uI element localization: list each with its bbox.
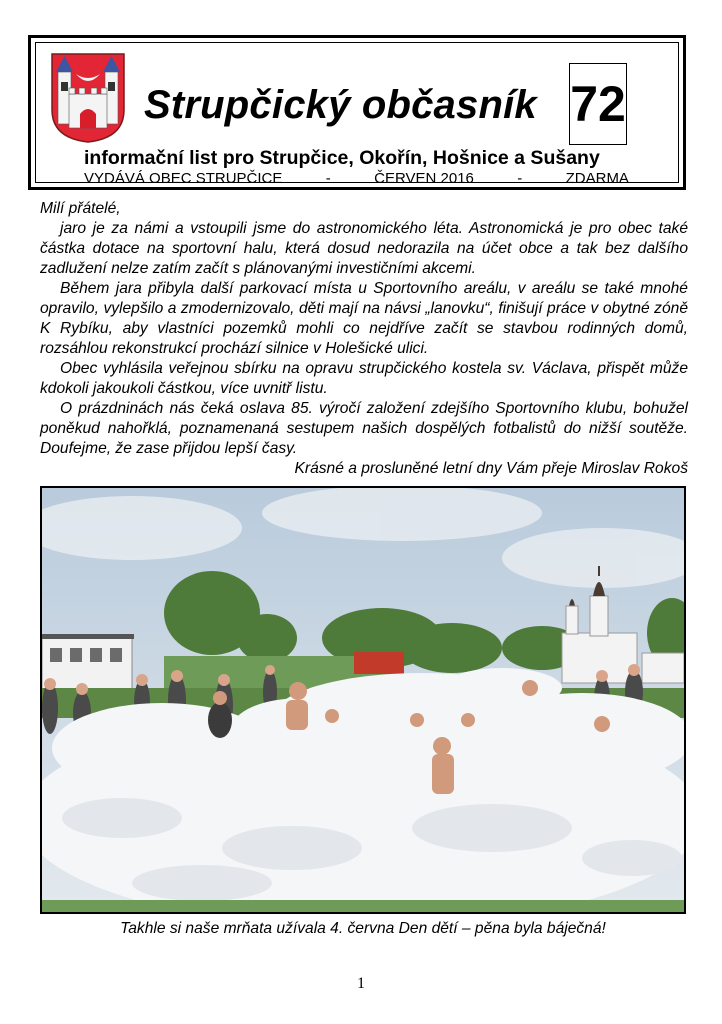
masthead-inner-frame bbox=[35, 42, 679, 187]
letter-paragraph: Obec vyhlásila veřejnou sbírku na opravu strupčického kostela sv. Václava, přispět může kdokoli jakoukoli částkou, více uvnitř listu. bbox=[40, 360, 688, 397]
newsletter-title: Strupčický občasník bbox=[144, 83, 537, 127]
price-note: ZDARMA bbox=[565, 170, 629, 187]
coat-of-arms-icon bbox=[50, 52, 126, 144]
issue-number: 72 bbox=[569, 63, 627, 145]
separator: - bbox=[325, 170, 331, 187]
newsletter-subtitle: informační list pro Strupčice, Okořín, Hošnice a Sušany bbox=[84, 147, 600, 169]
page-number: 1 bbox=[357, 975, 365, 992]
separator: - bbox=[517, 170, 523, 187]
editorial-letter bbox=[40, 199, 688, 479]
foam-party-photo bbox=[40, 486, 686, 914]
letter-paragraph: Během jara přibyla další parkovací místa u Sportovního areálu, v areálu se také mnohé opravilo, vylepšilo a zmodernizovalo, děti mají na návsi „lanovku“, finišují práce v obytné zóně K Rybíku, aby vlastníci pozemků mohli co nejdříve začít se stavbou rodinných domů, rozsáhlou rekonstrukcí prochází silnice v Holešické ulici. bbox=[40, 280, 688, 357]
photo-illustration bbox=[42, 488, 684, 912]
letter-signature: Krásné a prosluněné letní dny Vám přeje Miroslav Rokoš bbox=[294, 460, 688, 477]
letter-greeting: Milí přátelé, bbox=[40, 200, 121, 217]
issue-date: ČERVEN 2016 bbox=[374, 170, 474, 187]
letter-paragraph: O prázdninách nás čeká oslava 85. výročí založení zdejšího Sportovního klubu, bohužel poněkud nahořklá, poznamenaná sestupem našich dospělých fotbalistů do nižší soutěže. Doufejme, že zase přijdou lepší časy. bbox=[40, 400, 688, 457]
photo-caption: Takhle si naše mrňata užívala 4. června Den dětí – pěna byla báječná! bbox=[120, 920, 606, 937]
letter-paragraph: jaro je za námi a vstoupili jsme do astronomického léta. Astronomická je pro obec také částka dotace na sportovní halu, která dosud nedorazila na účet obce a tak bez dalšího zadlužení nelze zatím začít s plánovanými investičními akcemi. bbox=[40, 220, 688, 277]
publication-info bbox=[84, 170, 629, 187]
publisher: VYDÁVÁ OBEC STRUPČICE bbox=[84, 170, 283, 187]
masthead bbox=[28, 35, 686, 190]
